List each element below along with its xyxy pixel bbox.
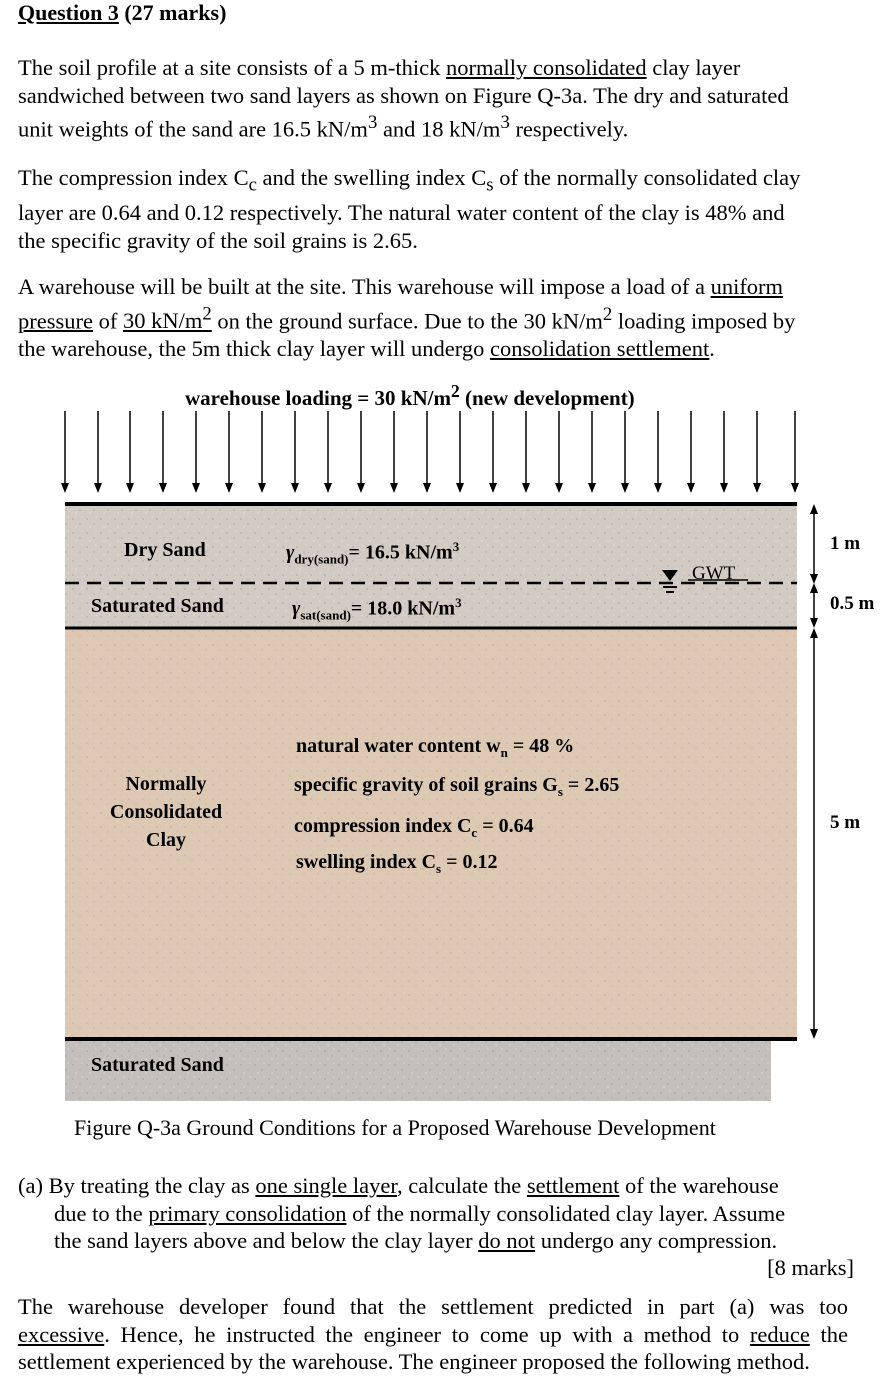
text-run: = 2.65	[562, 774, 620, 796]
subscript: n	[500, 745, 508, 760]
text-run: = 18.0 kN/m	[350, 597, 456, 620]
subscript: c	[471, 825, 478, 840]
paragraph-clay-properties	[18, 164, 848, 254]
text-line: The warehouse developer found that the settlement predicted in part (a) was too	[18, 1294, 848, 1319]
underlined-text: pressure	[18, 308, 93, 333]
text-line	[18, 1172, 854, 1200]
part-a-marks: [8 marks]	[767, 1255, 854, 1280]
compression-index-value	[294, 815, 534, 841]
dry-sand-label: Dry Sand	[124, 539, 206, 561]
soil-profile-figure	[0, 375, 880, 1110]
dimension-0-5m: 0.5 m	[830, 593, 875, 614]
text-run: swelling index C	[296, 851, 437, 873]
text-run: due to the	[54, 1200, 149, 1226]
underlined-text: uniform	[710, 274, 784, 299]
gamma-sat-value	[292, 595, 462, 624]
superscript: 2	[602, 303, 613, 325]
superscript: 2	[450, 381, 460, 401]
text-run: = 0.64	[477, 815, 534, 837]
text-run: the warehouse, the 5m thick clay layer will undergo	[18, 335, 490, 361]
subscript: c	[248, 174, 257, 196]
text-run: of the warehouse	[619, 1173, 779, 1198]
paragraph-reduce-settlement	[18, 1293, 848, 1376]
dimension-5m: 5 m	[830, 812, 861, 833]
text-run: unit weights of the sand are 16.5 kN/m	[18, 116, 368, 142]
superscript: 3	[452, 539, 460, 554]
subscript: s	[486, 174, 494, 196]
subscript: dry(sand)	[294, 551, 349, 567]
text-run: = 16.5 kN/m	[348, 541, 453, 564]
swelling-index-value	[296, 851, 498, 877]
clay-label-line: Consolidated	[109, 801, 223, 823]
text-line	[18, 273, 848, 301]
underlined-text: do not	[478, 1228, 536, 1253]
text-run: and the swelling index C	[256, 165, 487, 190]
superscript: 3	[367, 112, 378, 133]
text-run: . Hence, he instructed the engineer to come up with a method to	[104, 1321, 750, 1347]
text-run: the sand layers above and below the clay layer	[54, 1228, 479, 1253]
text-line: layer are 0.64 and 0.12 respectively. The natural water content of the clay is 48% and	[18, 200, 785, 225]
text-run: on the ground surface. Due to the 30 kN/m	[211, 308, 603, 333]
subscript: sat(sand)	[300, 607, 351, 623]
text-run: undergo any compression.	[535, 1228, 778, 1253]
text-run: , calculate the	[396, 1173, 527, 1198]
clay-label-line: Clay	[146, 829, 186, 851]
subscript: s	[436, 861, 442, 876]
text-run: clay layer	[646, 55, 741, 80]
text-run: .	[709, 335, 715, 361]
text-run: loading imposed by	[612, 308, 796, 333]
text-line	[18, 109, 848, 143]
underlined-text	[122, 303, 212, 333]
text-run: compression index C	[294, 815, 472, 837]
superscript: 2	[202, 303, 212, 325]
underlined-text: normally consolidated	[446, 55, 647, 80]
text-run: 30 kN/m	[122, 308, 203, 333]
question-number: Question 3	[18, 0, 119, 25]
dimension-1m: 1 m	[830, 533, 861, 554]
bottom-sand-label: Saturated Sand	[91, 1054, 224, 1076]
underlined-text: reduce	[749, 1321, 810, 1347]
text-line	[18, 1321, 848, 1349]
text-run: (a) By treating the clay as	[18, 1173, 256, 1198]
underlined-text: settlement	[526, 1173, 620, 1198]
text-line: settlement experienced by the warehouse. The engineer proposed the following method.	[18, 1349, 810, 1374]
text-line	[18, 164, 848, 199]
gamma-dry-value	[286, 539, 459, 568]
underlined-text: one single layer	[255, 1173, 397, 1198]
paragraph-warehouse	[18, 273, 848, 362]
text-line: the specific gravity of the soil grains is 2.65.	[18, 227, 418, 253]
question-title	[18, 0, 226, 26]
specific-gravity-value	[294, 774, 619, 800]
paragraph-soil-profile	[18, 54, 848, 143]
clay-label	[96, 770, 236, 854]
clay-label-line: Normally	[125, 773, 207, 795]
superscript: 3	[500, 112, 510, 133]
text-run: specific gravity of soil grains G	[294, 774, 558, 796]
text-line	[18, 335, 848, 363]
underlined-text: consolidation settlement	[489, 335, 710, 361]
superscript: 3	[455, 595, 462, 610]
text-run: (new development)	[459, 386, 635, 410]
text-line	[18, 301, 848, 335]
water-content-value	[296, 735, 574, 761]
load-arrows	[61, 411, 799, 493]
underlined-text: primary consolidation	[148, 1200, 347, 1226]
text-run: of the normally consolidated clay	[493, 165, 801, 190]
text-line: sandwiched between two sand layers as shown on Figure Q-3a. The dry and saturated	[18, 82, 789, 108]
text-run: The compression index C	[18, 165, 249, 190]
text-run: The soil profile at a site consists of a 5 m-thick	[18, 55, 447, 80]
question-marks: (27 marks)	[124, 0, 227, 25]
gwt-label: GWT	[692, 563, 736, 584]
text-run: = 48 %	[507, 735, 575, 757]
gamma-symbol: γ	[286, 541, 295, 564]
gamma-symbol: γ	[292, 597, 301, 620]
text-run: natural water content w	[296, 735, 501, 757]
text-run: the	[809, 1321, 848, 1347]
text-run: respectively.	[509, 116, 629, 142]
text-line	[18, 1227, 854, 1255]
text-line	[18, 54, 848, 82]
text-run: warehouse loading = 30 kN/m	[185, 386, 451, 410]
text-run: A warehouse will be built at the site. This warehouse will impose a load of a	[18, 274, 711, 299]
text-run: of	[92, 308, 123, 333]
subscript: s	[557, 784, 563, 799]
underlined-text: excessive	[18, 1321, 105, 1347]
saturated-sand-label: Saturated Sand	[91, 595, 224, 617]
text-run: of the normally consolidated clay layer. Assume	[346, 1200, 786, 1226]
part-a-question	[18, 1172, 854, 1255]
text-run: = 0.12	[441, 851, 498, 873]
text-run: and 18 kN/m	[377, 116, 501, 142]
figure-caption: Figure Q-3a Ground Conditions for a Proposed Warehouse Development	[74, 1115, 716, 1140]
text-line	[18, 1200, 854, 1228]
